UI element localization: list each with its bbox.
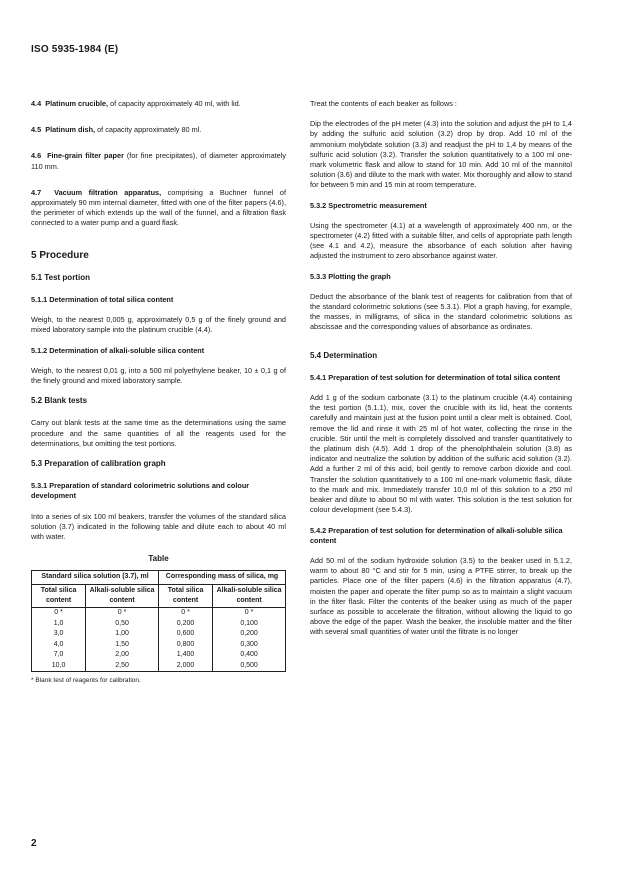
section-5-1-heading: 5.1 Test portion (31, 272, 90, 282)
treatment-steps: Dip the electrodes of the pH meter (4.3) into the solution and adjust the pH to 1,4 by adding the sulfuric acid solution (3.2) drop by drop. Add 10 ml of the ammonium molybdate solution (3.3) and readjust the pH to 1,4 by means of the sulfuric acid solution (3.2). Transfer the solution quantitatively to a 100 ml one-mark volumetric flask and allow to stand for 10 min. Add 10 ml of the mannitol solution (3.6) and dilute to the mark with water. Mix thoroughly and allow to stand for between 5 min and 15 min at room temperature. (310, 119, 572, 190)
table-group-header-solution: Standard silica solution (3.7), ml (32, 571, 159, 584)
table-row (32, 629, 286, 640)
treat-intro: Treat the contents of each beaker as follows : (310, 99, 457, 108)
table-group-header-mass: Corresponding mass of silica, mg (158, 571, 285, 584)
table-cell: 0 * (213, 608, 286, 619)
table-row (32, 650, 286, 661)
table-row (32, 640, 286, 651)
clause-4-5 (31, 125, 286, 135)
table-cell: 0 * (32, 608, 86, 619)
table-cell: 2,000 (158, 661, 212, 672)
table-cell: 1,0 (32, 619, 86, 630)
section-5-4-1-text: Add 1 g of the sodium carbonate (3.1) to the platinum crucible (4.4) containing the test portion (5.1.1), mix, cover the crucible with its lid, heat the contents carefully and maintain just at the fusion point until a clear melt is obtained. Cool, remove the lid and rinse it with 25 ml of hot water, collecting the rinse in the crucible. Stir until the melt is completely dissolved and transfer quantitatively to the platinum dish (4.5). Add 1 drop of the phenolphthalein solution (3.8) as indicator and neutralize the solution by addition of the sulfuric acid solution (3.2). Add a further 2 ml of this acid, boil gently to remove carbon dioxide and cool. Transfer the solution quantitatively to a 100 ml one-mark volumetric flask, dilute to the mark and mix. Immediately transfer 10,0 ml of this solution to a 250 ml beaker and dilute to about 50 ml with water. This solution is the test solution for colour development (see 5.4.3). (310, 393, 572, 515)
table-row (32, 608, 286, 619)
clause-4-7-text: comprising a Buchner funnel of approximately 90 mm internal diameter, fitted with one of the filter papers (4.6), the perimeter of which extends up the wall of the funnel, and a filtration flask connected to a water pump and a guard flask. (31, 187, 287, 228)
table-cell: 1,400 (158, 650, 212, 661)
table-cell: 3,0 (32, 629, 86, 640)
table-cell: 0,400 (213, 650, 286, 661)
clause-4-6-text: (for fine precipitates), of diameter approximately 110 mm. (31, 151, 286, 171)
section-5-3-heading: 5.3 Preparation of calibration graph (31, 459, 166, 469)
clause-4-6 (31, 151, 286, 171)
section-5-heading: 5 Procedure (31, 249, 89, 261)
section-5-2-heading: 5.2 Blank tests (31, 396, 88, 406)
table-row (32, 619, 286, 630)
clause-4-6-title: Fine-grain filter paper (47, 151, 124, 161)
table-cell: 0,200 (213, 629, 286, 640)
table-header-total-ml: Total silica content (32, 584, 86, 607)
table-cell: 10,0 (32, 661, 86, 672)
section-5-1-1-heading: 5.1.1 Determination of total silica content (31, 295, 174, 305)
table-cell: 0,300 (213, 640, 286, 651)
table-cell: 2,00 (86, 650, 159, 661)
table-cell: 0,100 (213, 619, 286, 630)
section-5-1-2-text: Weigh, to the nearest 0,01 g, into a 500 ml polyethylene beaker, 10 ± 0,1 g of the finely ground and mixed laboratory sample. (31, 365, 286, 386)
clause-4-6-number: 4.6 (31, 151, 42, 161)
table-cell: 0 * (158, 608, 212, 619)
clause-4-7 (31, 188, 286, 229)
table-cell: 0,50 (86, 619, 159, 630)
section-5-3-2-heading: 5.3.2 Spectrometric measurement (310, 200, 427, 210)
table-header-alkali-mg: Alkali-soluble silica content (213, 584, 286, 607)
right-column (310, 99, 572, 648)
section-5-3-3-text: Deduct the absorbance of the blank test of reagents for calibration from that of the standard colorimetric solutions (see 5.3.1). Plot a graph having, for example, the masses, in milligrams, of silica in the standard colorimetric solutions as abscissae and the corresponding values of absorbance as ordinates. (310, 291, 572, 332)
page-header: ISO 5935-1984 (E) (31, 44, 119, 55)
clause-4-7-number: 4.7 (31, 187, 42, 197)
table-cell: 1,00 (86, 629, 159, 640)
section-5-4-2-text: Add 50 ml of the sodium hydroxide solution (3.5) to the beaker used in 5.1.2, warm to about 80 °C and stir for 5 min, using a PTFE stirrer, to break up the particles. Place one of the filter papers (4.6) in the filtration apparatus (4.7), moisten the paper and operate the filter pump so as to maintain a slight vacuum in the filter flask. Filter the contents of the beaker using as much of the paper surface as possible to accelerate the filtration, without allowing the liquid to go above the edge of the paper. Wash the beaker, the insoluble matter and the filter with several small quantities of water until the filtrate is no longer (310, 555, 572, 637)
section-5-1-1-text: Weigh, to the nearest 0,005 g, approximately 0,5 g of the finely ground and mixed laboratory sample into the platinum crucible (4.4). (31, 315, 286, 335)
clause-4-7-title: Vacuum filtration apparatus, (54, 187, 162, 197)
table-row (32, 661, 286, 672)
left-column (31, 99, 286, 686)
section-5-3-1-heading: 5.3.1 Preparation of standard colorimetric solutions and colour development (31, 481, 250, 501)
table-caption: Table (148, 554, 169, 564)
section-5-4-1-heading: 5.4.1 Preparation of test solution for determination of total silica content (310, 372, 561, 382)
section-5-3-1-text: Into a series of six 100 ml beakers, transfer the volumes of the standard silica solution (3.7) indicated in the following table and dilute each to about 40 ml with water. (31, 511, 286, 542)
table-header-total-mg: Total silica content (158, 584, 212, 607)
clause-4-5-text: of capacity approximately 80 ml. (97, 125, 202, 135)
clause-4-4 (31, 99, 286, 109)
section-5-3-3-heading: 5.3.3 Plotting the graph (310, 271, 391, 281)
table-cell: 7,0 (32, 650, 86, 661)
clause-4-5-number: 4.5 (31, 125, 42, 135)
table-cell: 0,500 (213, 661, 286, 672)
clause-4-4-text: of capacity approximately 40 ml, with lid. (110, 99, 241, 108)
page-number: 2 (31, 838, 37, 849)
clause-4-4-title: Platinum crucible, (45, 99, 109, 108)
table-cell: 2,50 (86, 661, 159, 672)
clause-4-4-number: 4.4 (31, 99, 42, 108)
table-cell: 1,50 (86, 640, 159, 651)
section-5-2-text: Carry out blank tests at the same time as the determinations using the same procedure and the same quantities of all the reagents used for the determinations, but omitting the test portions. (31, 418, 286, 448)
table-cell: 0,800 (158, 640, 212, 651)
table-cell: 0,600 (158, 629, 212, 640)
table-cell: 4,0 (32, 640, 86, 651)
section-5-4-2-heading: 5.4.2 Preparation of test solution for determination of alkali-soluble silica content (310, 525, 563, 545)
table-cell: 0 * (86, 608, 159, 619)
clause-4-5-title: Platinum dish, (45, 125, 96, 135)
table-cell: 0,200 (158, 619, 212, 630)
section-5-3-2-text: Using the spectrometer (4.1) at a wavelength of approximately 400 nm, or the spectrometer (4.2) fitted with a suitable filter, and cells of appropriate path length (see 4.1 and 4.2), measure the absorbance of each solution after having adjusted the instrument to zero absorbance against water. (310, 220, 572, 261)
section-5-1-2-heading: 5.1.2 Determination of alkali-soluble silica content (31, 345, 205, 355)
section-5-4-heading: 5.4 Determination (310, 350, 378, 360)
table-header-alkali-ml: Alkali-soluble silica content (86, 584, 159, 607)
table-footnote: * Blank test of reagents for calibration. (31, 677, 141, 685)
calibration-table (31, 570, 286, 672)
